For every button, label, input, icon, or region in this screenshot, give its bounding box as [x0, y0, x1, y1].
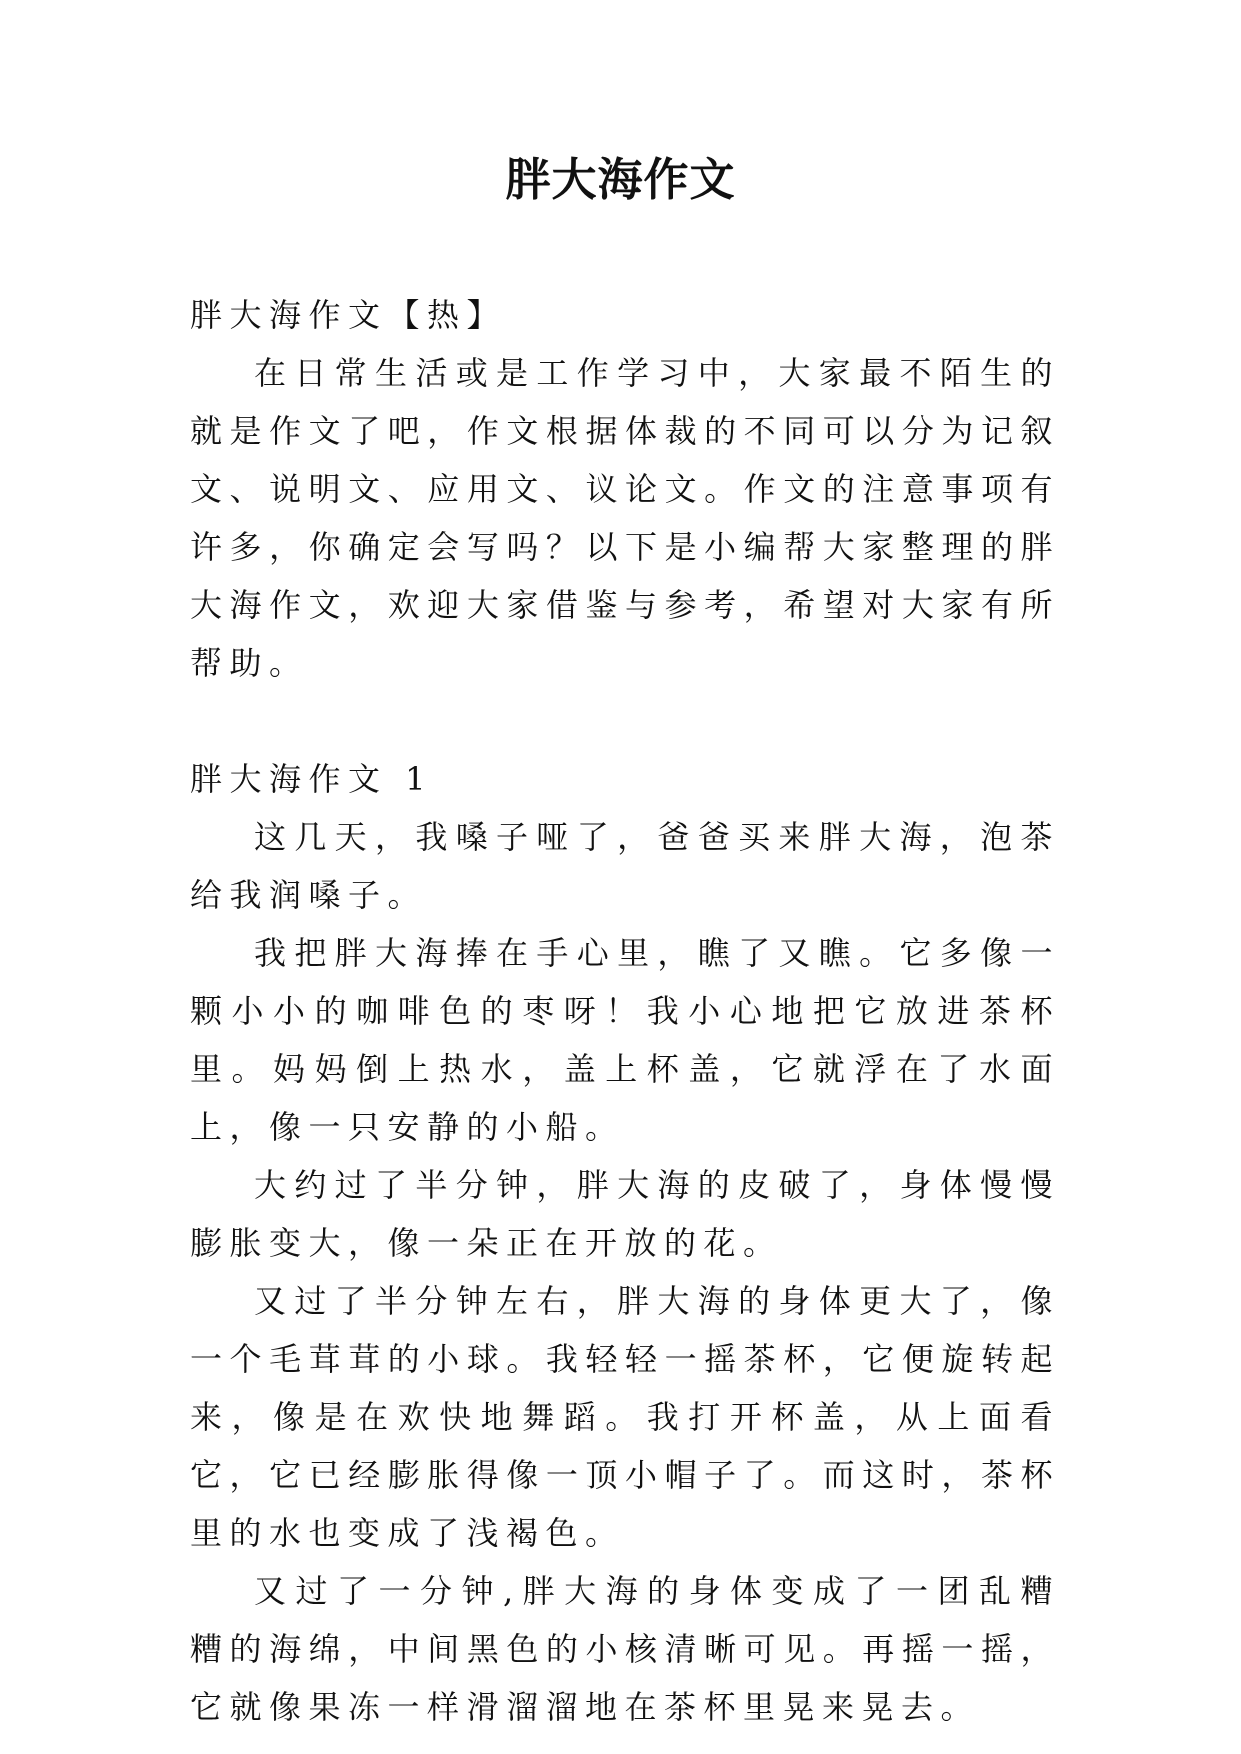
subtitle: 胖大海作文【热】	[190, 296, 507, 334]
section-spacer	[190, 692, 1060, 750]
document-title: 胖大海作文	[505, 153, 736, 206]
section-heading: 胖大海作文 1	[190, 760, 434, 798]
body-paragraph: 又过了半分钟左右，胖大海的身体更大了，像一个毛茸茸的小球。我轻轻一摇茶杯，它便旋转起来，像是在欢快地舞蹈。我打开杯盖，从上面看它，它已经膨胀得像一顶小帽子了。而这时，茶杯里的水也变成了浅褐色。	[190, 1282, 1060, 1552]
body-paragraph: 大约过了半分钟，胖大海的皮破了，身体慢慢膨胀变大，像一朵正在开放的花。	[190, 1166, 1060, 1262]
document-body	[190, 286, 1060, 1736]
body-paragraph: 又过了一分钟,胖大海的身体变成了一团乱糟糟的海绵，中间黑色的小核清晰可见。再摇一摇，它就像果冻一样滑溜溜地在茶杯里晃来晃去。	[190, 1572, 1060, 1726]
intro-paragraph: 在日常生活或是工作学习中，大家最不陌生的就是作文了吧，作文根据体裁的不同可以分为记叙文、说明文、应用文、议论文。作文的注意事项有许多，你确定会写吗？以下是小编帮大家整理的胖大海作文，欢迎大家借鉴与参考，希望对大家有所帮助。	[190, 354, 1060, 682]
body-paragraph: 我把胖大海捧在手心里，瞧了又瞧。它多像一颗小小的咖啡色的枣呀！我小心地把它放进茶杯里。妈妈倒上热水，盖上杯盖，它就浮在了水面上，像一只安静的小船。	[190, 934, 1060, 1146]
body-paragraph: 这几天，我嗓子哑了，爸爸买来胖大海，泡茶给我润嗓子。	[190, 818, 1060, 914]
